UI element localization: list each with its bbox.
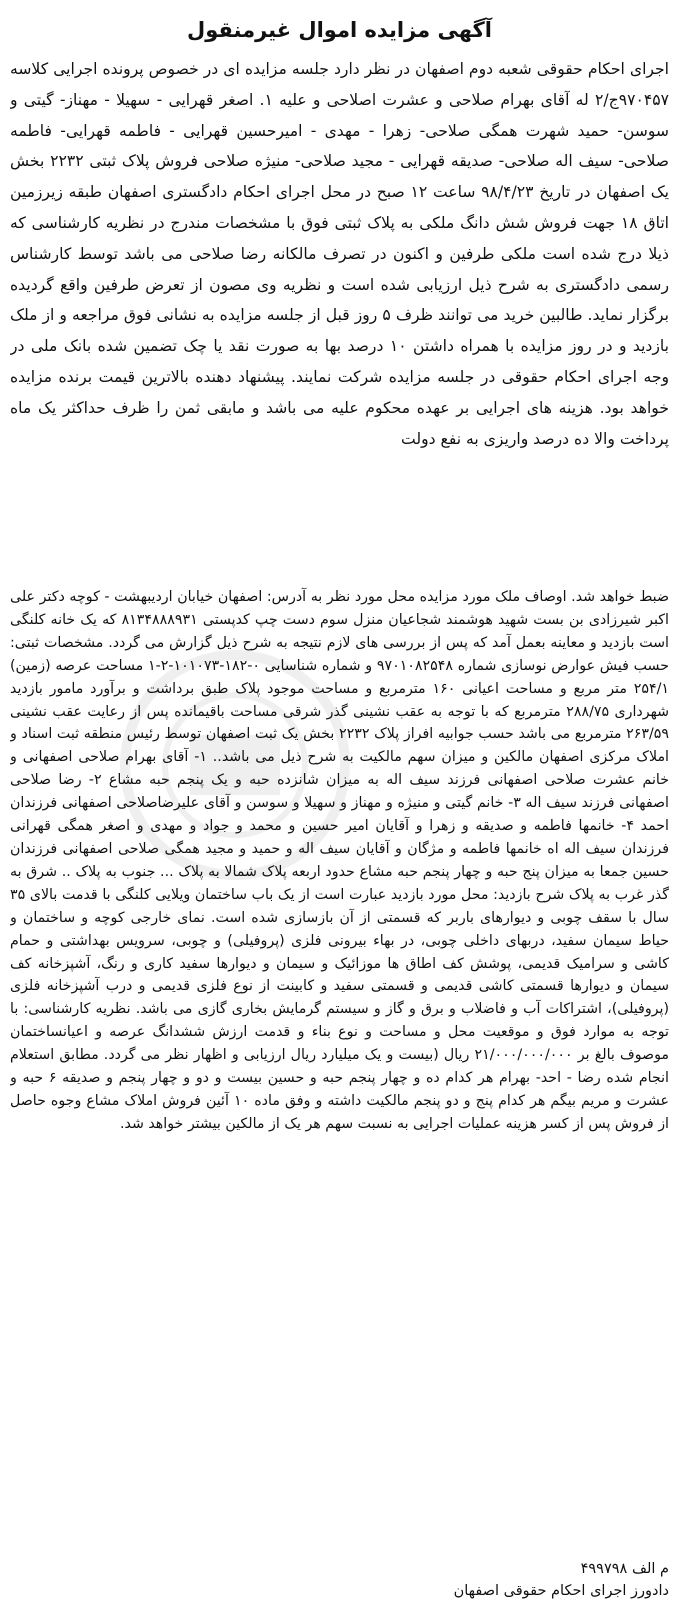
signature-line: دادورز اجرای احکام حقوقی اصفهان xyxy=(453,1583,669,1599)
notice-title: آگهی مزایده اموال غیرمنقول xyxy=(187,18,492,42)
property-details-text: ضبط خواهد شد. اوصاف ملک مورد مزایده محل مورد نظر به آدرس: اصفهان خیابان اردیبهشت - کوچه دکتر علی اکبر شیرزادی بن بست شهید هوشمند شجاعیان منزل سوم دست چپ کدپستی ۸۱۳۴۸۸۸۹۳۱ که یک خانه کلنگی است بازدید و معاینه بعمل آمد که پس از بررسی های لازم نتیجه به شرح ذیل گزارش می گردد. مشخصات ثبتی: حسب فیش عوارض نوسازی شماره ۹۷۰۱۰۸۲۵۴۸ و شماره شناسایی ۰-۱۸۲-۱۰۱۰۷۳-۲-۱ مساحت عرصه (زمین) ۲۵۴/۱ متر مربع و مساحت اعیانی ۱۶۰ مترمربع و مساحت موجود پلاک طبق برداشت و برآورد مامور بازدید شهرداری ۲۸۸/۷۵ مترمربع که با توجه به عقب نشینی گذر شرقی مساحت باقیمانده پس از رعایت عقب نشینی ۲۶۳/۵۹ مترمربع می باشد حسب جوابیه افراز پلاک ۲۲۳۲ بخش یک ثبت اصفهان توسط رئیس منطقه ثبت اسناد و املاک مرکزی اصفهان مالکین و میزان سهم مالکیت به شرح ذیل می باشد.. ۱- آقای بهرام صلاحی اصفهانی و خانم عشرت صلاحی اصفهانی فرزند سیف اله به میزان شانزده حبه و یک پنجم حبه مشاع ۲- رضا صلاحی اصفهانی فرزند سیف اله ۳- خانم گیتی و منیژه و مهناز و سهیلا و سوسن و آقای علیرضاصلاحی اصفهانی فرزندان احمد ۴- خانمها فاطمه و صدیقه و زهرا و آقایان امیر حسین و محمد و جواد و مهدی و اصغر همگی قهرانی فرزندان سیف اله اه خانمها فاطمه و مژگان و آقایان سیف اله و حمید و مجید همگی صلاحی اصفهانی فرزندان حسین جمعا به میزان پنج حبه و چهار پنجم حبه مشاع حدود اربعه پلاک شمالا به پلاک ... جنوب به پلاک .. شرق به گذر غرب به پلاک شرح بازدید: محل مورد بازدید عبارت است از یک باب ساختمان ویلایی کلنگی با قدمت بالای ۳۵ سال با سقف چوبی و دیوارهای باربر که قسمتی از آن بازسازی شده است. نمای خارجی کوچه و ساختمان و حیاط سیمان سفید، دربهای داخلی چوبی، در بهاء بیرونی فلزی (پروفیلی) و چوبی، سرویس بهداشتی و حمام کاشی و سرامیک قدیمی، پوشش کف اطاق ها موزائیک و سیمان و دیوارها سفید کاری و رنگ، آشپزخانه کف سیمان و دیوارها قسمتی کاشی قدیمی و قسمتی سفید و کابینت از نوع فلزی قدیمی و درب آشپزخانه فلزی (پروفیلی)، اشتراکات آب و فاضلاب و برق و گاز و سیستم گرمایش بخاری گازی می باشد. نظریه کارشناسی: با توجه به موارد فوق و موقعیت محل و مساحت و نوع بناء و قدمت ارزش ششدانگ عرصه و اعیانساختمان موصوف بالغ بر ۲۱/۰۰۰/۰۰۰/۰۰۰ ریال (بیست و یک میلیارد ریال ارزیابی و اظهار نظر می گردد. مطابق استعلام انجام شده رضا - احد- بهرام هر کدام ده و چهار پنجم حبه و حسین بیست و دو و چهار پنجم و صدیقه ۶ حبه و عشرت و مریم بیگم هر کدام پنج و دو پنجم مالکیت داشته و وفق ماده ۱۰ آئین فروش املاک مشاع وجوه حاصل از فروش پس از کسر هزینه عملیات اجرایی به نسبت سهم هر یک از مالکین بیشتر خواهد شد. xyxy=(10,589,669,1132)
reference-number: م الف ۴۹۹۷۹۸ xyxy=(580,1561,669,1577)
notice-main-text: اجرای احکام حقوقی شعبه دوم اصفهان در نظر دارد جلسه مزایده ای در خصوص پرونده اجرایی کلاسه ۹۷۰۴۵۷ج/۲ له آقای بهرام صلاحی و عشرت اصلاحی و علیه ۱. اصغر قهرایی - سهیلا - مهناز- گیتی و سوسن- حمید شهرت همگی صلاحی- زهرا - مهدی - امیرحسین قهرایی - فاطمه قهرایی- فاطمه صلاحی- سیف اله صلاحی- صدیقه قهرایی - مجید صلاحی- منیژه صلاحی فروش پلاک ثبتی ۲۲۳۲ بخش یک اصفهان در تاریخ ۹۸/۴/۲۳ ساعت ۱۲ صبح در محل اجرای احکام دادگستری اصفهان طبقه زیرزمین اتاق ۱۸ جهت فروش شش دانگ ملکی به پلاک ثبتی فوق با مشخصات مندرج در نظریه کارشناسی که ذیلا درج شده است ملکی طرفین و اکنون در تصرف مالکانه رضا صلاحی می باشد توسط کارشناس رسمی دادگستری به شرح ذیل ارزیابی شده است و نظریه وی مصون از تعرض طرفین واقع گردیده برگزار نماید. طالبین خرید می توانند ظرف ۵ روز قبل از جلسه مزایده به نشانی فوق مراجعه و از ملک بازدید و در روز مزایده با همراه داشتن ۱۰ درصد بها به صورت نقد یا چک تضمین شده بانک ملی در وجه اجرای احکام حقوقی در جلسه مزایده شرکت نمایند. پیشنهاد دهنده بالاترین قیمت برنده مزایده خواهد بود. هزینه های اجرایی بر عهده محکوم علیه می باشد و مابقی ثمن را ظرف حداکثر یک ماه پرداخت والا ده درصد واریزی به نفع دولت xyxy=(10,60,669,448)
